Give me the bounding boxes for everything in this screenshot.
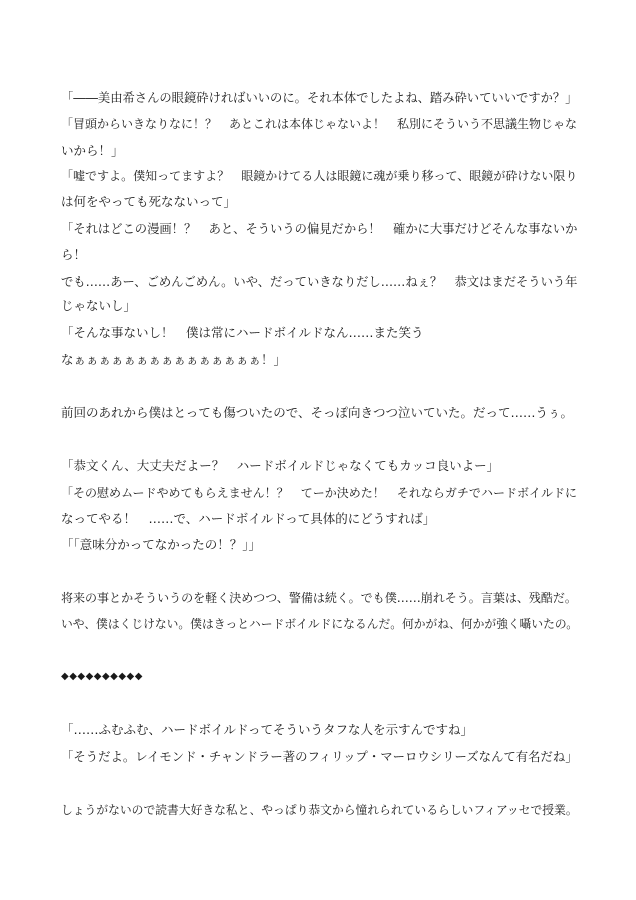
text-line: 「そんな事ないし！ 僕は常にハードボイルドなん……また笑う [61,325,424,340]
text-line: 「――美由希さんの眼鏡砕ければいいのに。それ本体でしたよね、踏み砕いていいですか？」 [61,91,578,105]
text-line: 前回のあれから僕はとっても傷ついたので、そっぽ向きつつ泣いていた。だって……うぅ。 [61,405,574,420]
text-line: 将来の事とかそういうのを軽く決めつつ、警備は続く。でも僕……崩れそう。言葉は、残酷だ。 [61,591,577,605]
text-line: 「その慰めムードやめてもらえません！？ てーか決めた！ それならガチでハードボイルドに [61,486,578,500]
text-line: なってやる！ ……で、ハードボイルドって具体的にどうすれば」 [61,511,436,526]
text-line: 「それはどこの漫画！？ あと、そういうの偏見だから！ 確かに大事だけどそんな事ないか [61,222,578,236]
text-line: いや、僕はくじけない。僕はきっとハードボイルドになるんだ。何かがね、何かが強く囁いたの。 [61,617,578,631]
text-line: じゃないし」 [61,298,137,313]
section-separator: ◆◆◆◆◆◆◆◆◆◆ [61,671,143,682]
text-line: しょうがないので読書大好きな私と、やっぱり恭文から憧れられているらしいフィアッセで授業。 [61,803,578,817]
text-line: 「……ふむふむ、ハードボイルドってそういうタフな人を示すんですね」 [61,722,474,737]
text-line: 「冒頭からいきなりなに！？ あとこれは本体じゃないよ！ 私別にそういう不思議生物じゃな [61,117,578,131]
text-line: でも……あー、ごめんごめん。いや、だっていきなりだし……ねぇ？ 恭文はまだそういう年 [61,275,578,289]
text-line: は何をやっても死なないって」 [61,194,237,209]
text-line: ら！ [61,247,87,262]
text-line: いから！」 [61,143,124,158]
text-line: なぁぁぁぁぁぁぁぁぁぁぁぁぁぁぁ！」 [61,352,287,367]
text-line: 「そうだよ。レイモンド・チャンドラー著のフィリップ・マーロウシリーズなんて有名だね」 [61,750,578,764]
text-line: 「「意味分かってなかったの！？」」 [61,537,262,552]
text-line: 「恭文くん、大丈夫だよー？ ハードボイルドじゃなくてもカッコ良いよー」 [61,458,500,473]
text-line: 「嘘ですよ。僕知ってますよ？ 眼鏡かけてる人は眼鏡に魂が乗り移って、眼鏡が砕けない限り [61,169,578,183]
